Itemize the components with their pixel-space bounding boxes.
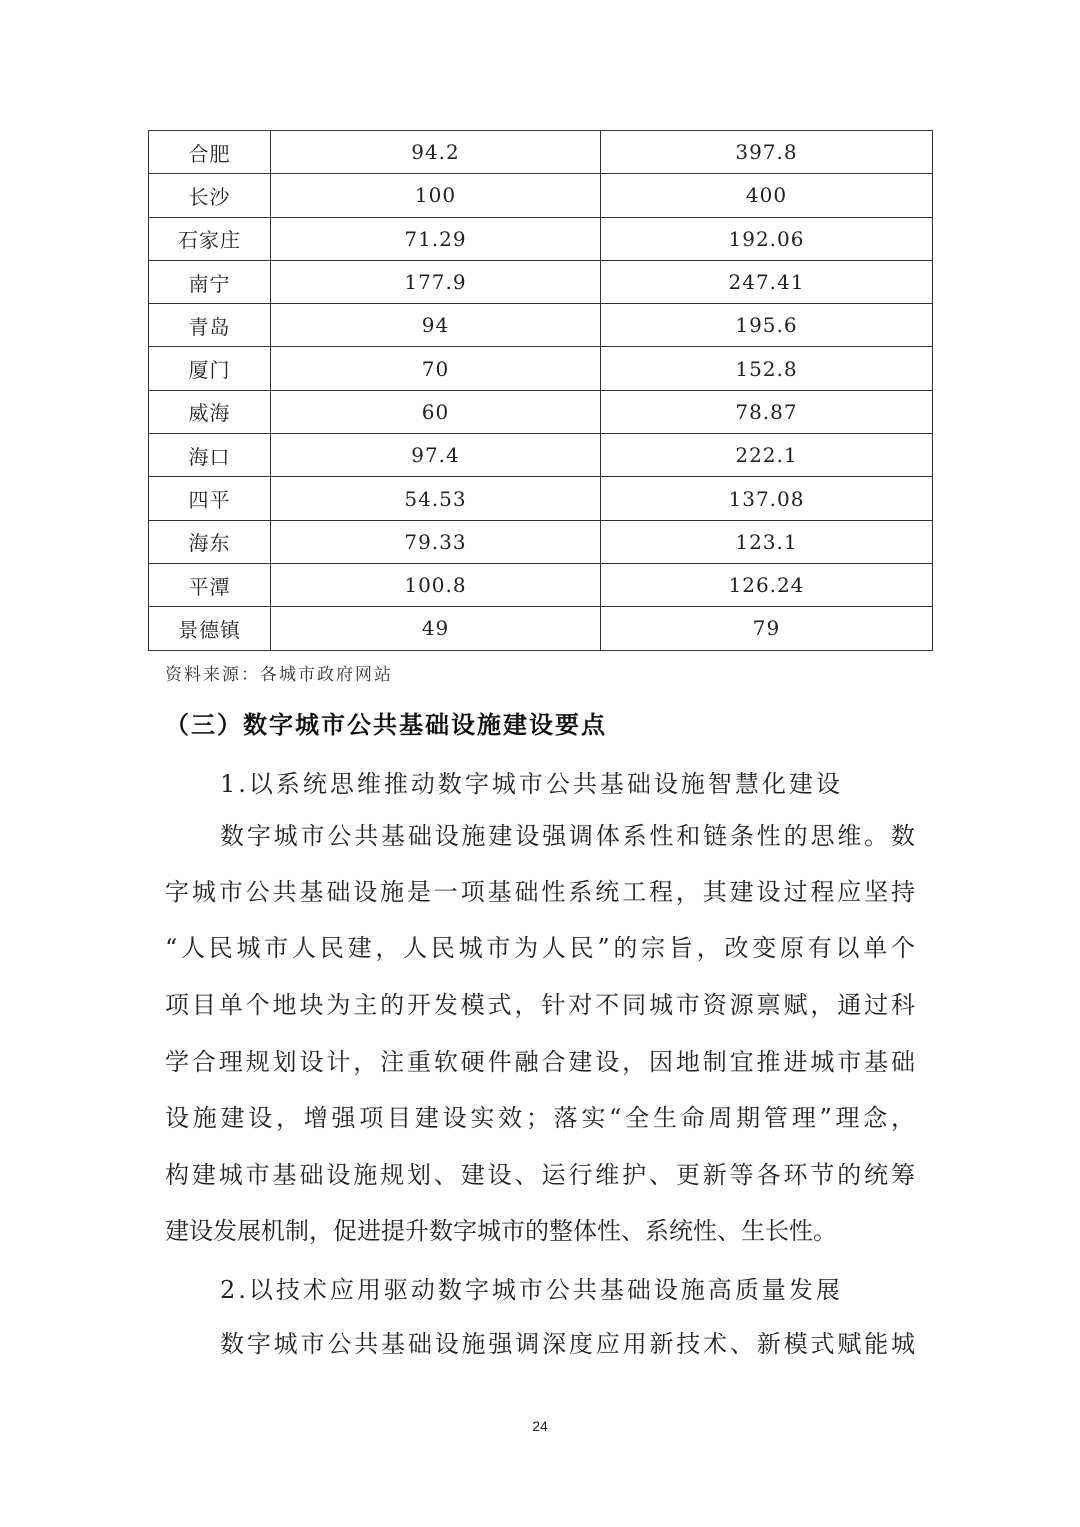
paragraph-line: 设施建设，增强项目建设实效；落实“全生命周期管理”理念， <box>165 1104 915 1132</box>
city-cell: 威海 <box>149 390 271 433</box>
subheading-1: 1.以系统思维推动数字城市公共基础设施智慧化建设 <box>220 770 843 798</box>
value-cell: 222.1 <box>601 434 933 477</box>
section-heading: （三）数字城市公共基础设施建设要点 <box>165 710 607 739</box>
city-cell: 南宁 <box>149 260 271 303</box>
value-cell: 126.24 <box>601 563 933 606</box>
table-row <box>149 347 933 390</box>
paragraph-line: 数字城市公共基础设施建设强调体系性和链条性的思维。数 <box>220 822 915 850</box>
value-cell: 100.8 <box>271 563 601 606</box>
value-cell: 192.06 <box>601 217 933 260</box>
table-row <box>149 434 933 477</box>
value-cell: 94 <box>271 304 601 347</box>
table-row <box>149 131 933 174</box>
table-row <box>149 304 933 347</box>
city-cell: 海东 <box>149 520 271 563</box>
value-cell: 79.33 <box>271 520 601 563</box>
city-cell: 平潭 <box>149 563 271 606</box>
value-cell: 70 <box>271 347 601 390</box>
value-cell: 123.1 <box>601 520 933 563</box>
city-cell: 景德镇 <box>149 607 271 650</box>
city-cell: 四平 <box>149 477 271 520</box>
table-row <box>149 477 933 520</box>
value-cell: 137.08 <box>601 477 933 520</box>
value-cell: 100 <box>271 174 601 217</box>
paragraph-line: 建设发展机制，促进提升数字城市的整体性、系统性、生长性。 <box>165 1217 837 1245</box>
value-cell: 195.6 <box>601 304 933 347</box>
value-cell: 397.8 <box>601 131 933 174</box>
paragraph-line: “人民城市人民建，人民城市为人民”的宗旨，改变原有以单个 <box>165 934 915 962</box>
table-row <box>149 607 933 650</box>
value-cell: 71.29 <box>271 217 601 260</box>
value-cell: 60 <box>271 390 601 433</box>
value-cell: 152.8 <box>601 347 933 390</box>
subheading-2: 2.以技术应用驱动数字城市公共基础设施高质量发展 <box>220 1276 843 1304</box>
city-cell: 石家庄 <box>149 217 271 260</box>
table-row <box>149 520 933 563</box>
value-cell: 78.87 <box>601 390 933 433</box>
page-number: 24 <box>532 1418 548 1434</box>
city-cell: 海口 <box>149 434 271 477</box>
city-cell: 厦门 <box>149 347 271 390</box>
value-cell: 97.4 <box>271 434 601 477</box>
table-row <box>149 174 933 217</box>
table-source-note: 资料来源：各城市政府网站 <box>165 665 393 685</box>
value-cell: 94.2 <box>271 131 601 174</box>
city-cell: 青岛 <box>149 304 271 347</box>
value-cell: 49 <box>271 607 601 650</box>
table-row <box>149 563 933 606</box>
city-cell: 合肥 <box>149 131 271 174</box>
value-cell: 247.41 <box>601 260 933 303</box>
paragraph-line: 构建城市基础设施规划、建设、运行维护、更新等各环节的统筹 <box>165 1161 915 1189</box>
paragraph-line: 学合理规划设计，注重软硬件融合建设，因地制宜推进城市基础 <box>165 1048 915 1076</box>
city-data-table <box>148 130 933 651</box>
paragraph-line: 数字城市公共基础设施强调深度应用新技术、新模式赋能城 <box>220 1330 915 1358</box>
paragraph-line: 项目单个地块为主的开发模式，针对不同城市资源禀赋，通过科 <box>165 991 915 1019</box>
table-body <box>149 131 933 651</box>
city-cell: 长沙 <box>149 174 271 217</box>
table-row <box>149 390 933 433</box>
value-cell: 54.53 <box>271 477 601 520</box>
value-cell: 79 <box>601 607 933 650</box>
table-row <box>149 260 933 303</box>
table-row <box>149 217 933 260</box>
value-cell: 177.9 <box>271 260 601 303</box>
value-cell: 400 <box>601 174 933 217</box>
paragraph-line: 字城市公共基础设施是一项基础性系统工程，其建设过程应坚持 <box>165 878 915 906</box>
